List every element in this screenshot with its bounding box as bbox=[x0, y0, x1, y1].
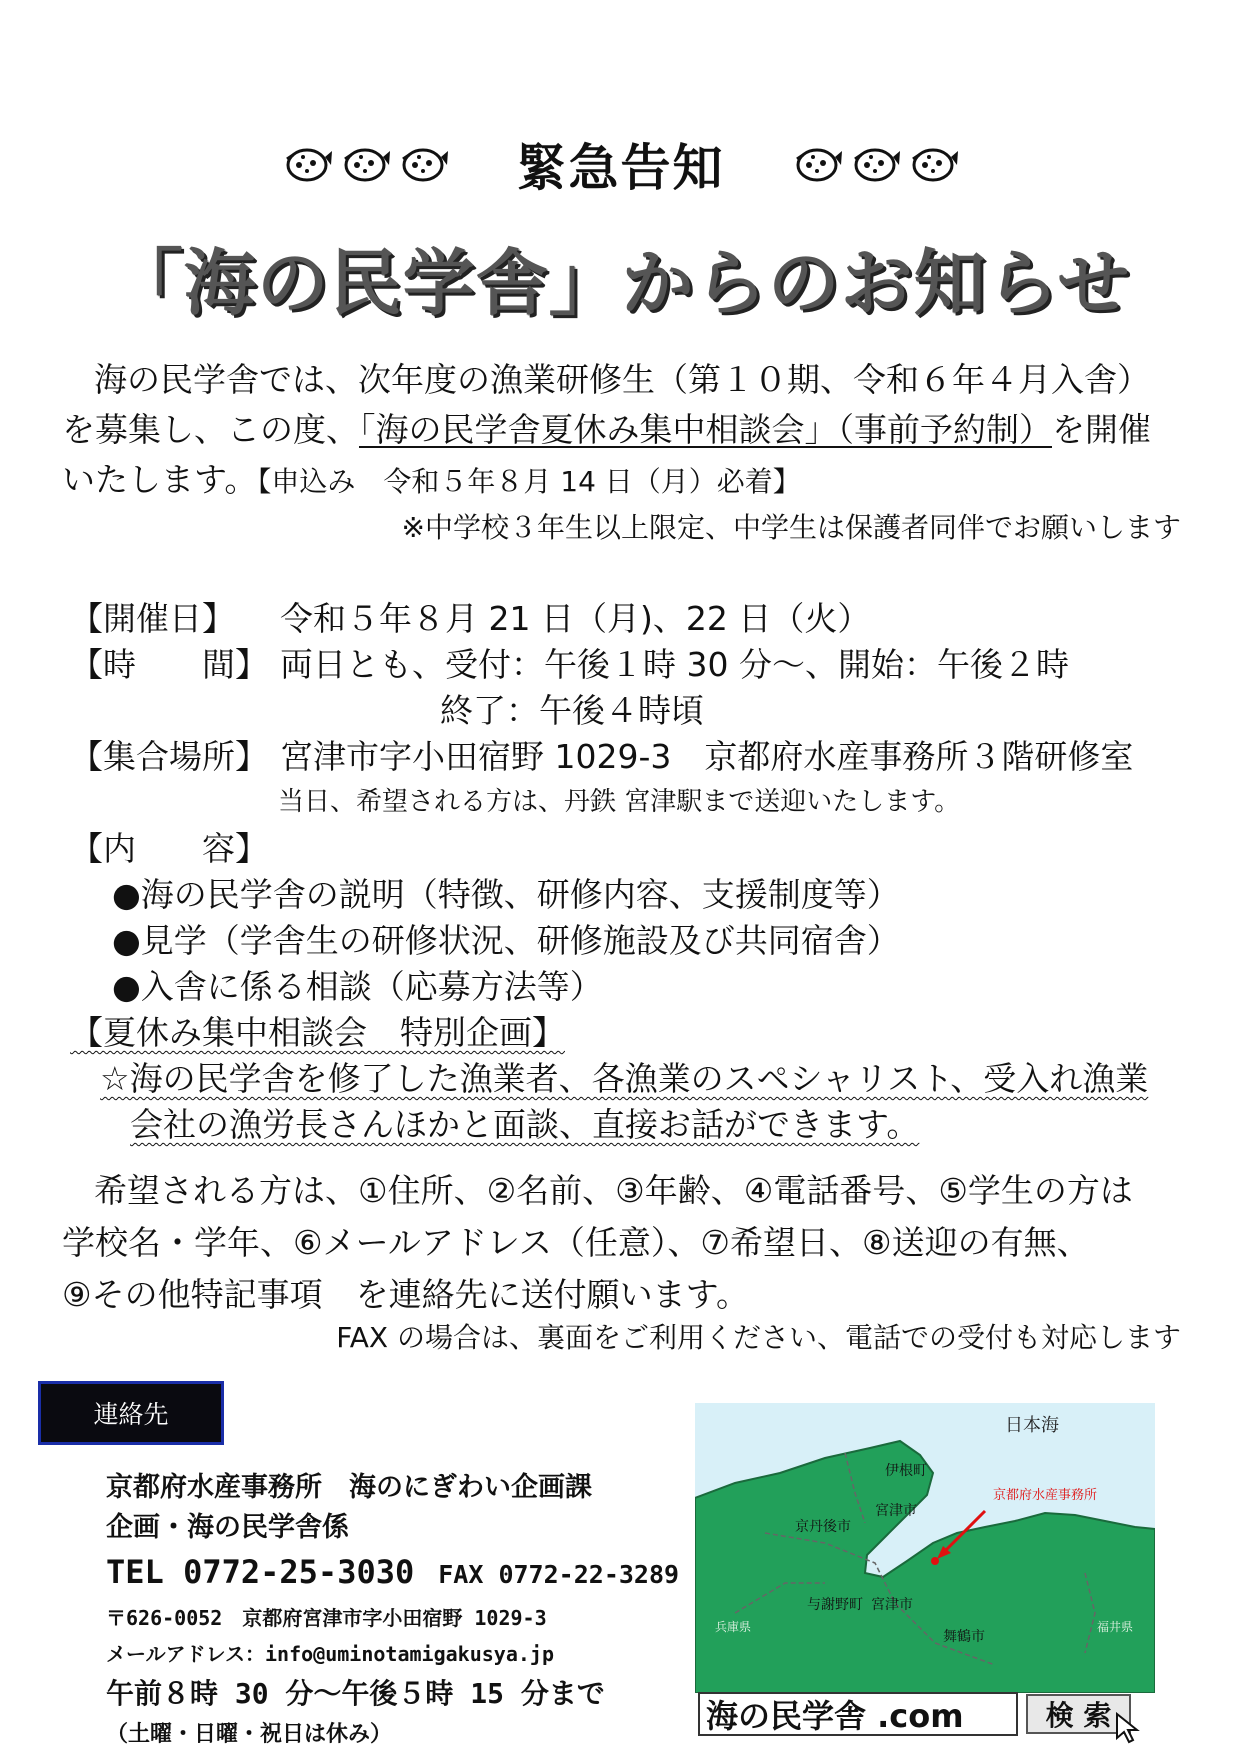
intro-line-1: 海の民学舎では、次年度の漁業研修生（第１０期、令和６年４月入舎） bbox=[94, 360, 1150, 399]
intro-line-2a: を募集し、この度、 bbox=[62, 410, 359, 449]
apply-line-2: 学校名・学年、⑥メールアドレス（任意）、⑦希望日、⑧送迎の有無、 bbox=[62, 1223, 1090, 1262]
content-item: ●見学（学舎生の研修状況、研修施設及び共同宿舎） bbox=[112, 921, 900, 960]
pufferfish-icon bbox=[909, 145, 959, 183]
map-label-maizuru: 舞鶴市 bbox=[943, 1629, 985, 1645]
notice-heading bbox=[0, 128, 1241, 200]
intro-line-2c: を開催 bbox=[1052, 410, 1151, 449]
content-item: ●海の民学舎の説明（特徴、研修内容、支援制度等） bbox=[112, 875, 900, 914]
place-value: 宮津市字小田宿野 1029-3 京都府水産事務所３階研修室 bbox=[280, 737, 1134, 776]
intro-paragraph bbox=[62, 355, 1182, 507]
time-value: 両日とも、受付：午後１時 30 分～、開始：午後２時 bbox=[280, 645, 1069, 684]
date-row bbox=[70, 596, 870, 642]
contact-email: メールアドレス：info@uminotamigakusya.jp bbox=[106, 1642, 554, 1666]
contact-closed: （土曜・日曜・祝日は休み） bbox=[106, 1722, 393, 1747]
contact-badge: 連絡先 bbox=[38, 1381, 224, 1445]
place-label: 【集合場所】 bbox=[70, 737, 268, 776]
apply-paragraph bbox=[62, 1165, 1182, 1321]
intro-line-3a: いたします。 bbox=[62, 460, 258, 499]
search-button-label: 検 索 bbox=[1045, 1699, 1112, 1732]
fish-decoration-right bbox=[793, 145, 959, 183]
content-label: 【内 容】 bbox=[70, 829, 268, 868]
map-label-yosano: 与謝野町 bbox=[807, 1597, 863, 1613]
fish-decoration-left bbox=[283, 145, 449, 183]
search-input[interactable]: 海の民学舎 .com bbox=[698, 1692, 1018, 1736]
map-label-hyogo: 兵庫県 bbox=[715, 1620, 752, 1634]
search-button[interactable] bbox=[1026, 1694, 1131, 1734]
apply-line-1: 希望される方は、①住所、②名前、③年齢、④電話番号、⑤学生の方は bbox=[94, 1171, 1133, 1210]
pufferfish-icon bbox=[341, 145, 391, 183]
eligibility-note: ※中学校３年生以上限定、中学生は保護者同伴でお願いします bbox=[401, 511, 1181, 544]
special-line-1 bbox=[100, 1056, 1148, 1102]
location-map bbox=[695, 1403, 1155, 1693]
page-title: 「海の民学舎」からのお知らせ bbox=[110, 241, 1131, 325]
contact-tel: TEL 0772-25-3030 bbox=[106, 1553, 415, 1591]
date-label: 【開催日】 bbox=[70, 599, 235, 638]
special-line-1-text: ☆海の民学舎を修了した漁業者、各漁業のスペシャリスト、受入れ漁業 bbox=[100, 1059, 1149, 1098]
fax-note: FAX の場合は、裏面をご利用ください、電話での受付も対応します bbox=[336, 1321, 1181, 1354]
contact-org: 京都府水産事務所 海のにぎわい企画課 bbox=[106, 1472, 592, 1503]
time-label: 【時 間】 bbox=[70, 645, 268, 684]
search-bar bbox=[698, 1690, 1153, 1738]
cursor-icon bbox=[1115, 1712, 1143, 1744]
place-note: 当日、希望される方は、丹鉄 宮津駅まで送迎いたします。 bbox=[278, 787, 961, 817]
contact-phone-row bbox=[106, 1548, 679, 1602]
intro-line-2 bbox=[62, 405, 1182, 455]
pufferfish-icon bbox=[851, 145, 901, 183]
pufferfish-icon bbox=[283, 145, 333, 183]
special-label bbox=[70, 1010, 565, 1056]
contact-hours: 午前８時 30 分～午後５時 15 分まで bbox=[106, 1677, 605, 1710]
map-label-kyotango: 京丹後市 bbox=[795, 1519, 851, 1535]
apply-line-3: ⑨その他特記事項 を連絡先に送付願います。 bbox=[62, 1275, 749, 1314]
contact-dept: 企画・海の民学舎係 bbox=[106, 1512, 349, 1543]
content-item: ●入舎に係る相談（応募方法等） bbox=[112, 967, 603, 1006]
time-row bbox=[70, 642, 1069, 688]
pufferfish-icon bbox=[793, 145, 843, 183]
urgent-notice-label: 緊急告知 bbox=[516, 139, 725, 197]
map-label-sea: 日本海 bbox=[1005, 1415, 1059, 1436]
pufferfish-icon bbox=[399, 145, 449, 183]
special-line-2 bbox=[130, 1102, 919, 1148]
special-label-text: 【夏休み集中相談会 特別企画】 bbox=[70, 1013, 565, 1052]
time-end: 終了：午後４時頃 bbox=[440, 691, 704, 730]
special-line-2-text: 会社の漁労長さんほかと面談、直接お話ができます。 bbox=[130, 1105, 920, 1144]
intro-line-3 bbox=[62, 455, 1182, 507]
map-label-miyazu-north: 宮津市 bbox=[875, 1503, 917, 1519]
contact-address: 〒626-0052 京都府宮津市字小田宿野 1029-3 bbox=[106, 1606, 547, 1630]
deadline: 【申込み 令和５年８月 14 日（月）必着】 bbox=[257, 465, 801, 498]
map-label-miyazu-south: 宮津市 bbox=[871, 1597, 913, 1613]
place-row bbox=[70, 734, 1133, 780]
event-name: 「海の民学舎夏休み集中相談会」（事前予約制） bbox=[359, 410, 1052, 449]
map-label-office: 京都府水産事務所 bbox=[993, 1488, 1098, 1503]
map-label-fukui: 福井県 bbox=[1097, 1620, 1134, 1634]
office-marker-icon bbox=[931, 1557, 939, 1565]
map-label-ine: 伊根町 bbox=[885, 1463, 927, 1479]
contact-fax: FAX 0772-22-3289 bbox=[438, 1560, 680, 1589]
date-value: 令和５年８月 21 日（月)、22 日（火） bbox=[280, 599, 871, 638]
